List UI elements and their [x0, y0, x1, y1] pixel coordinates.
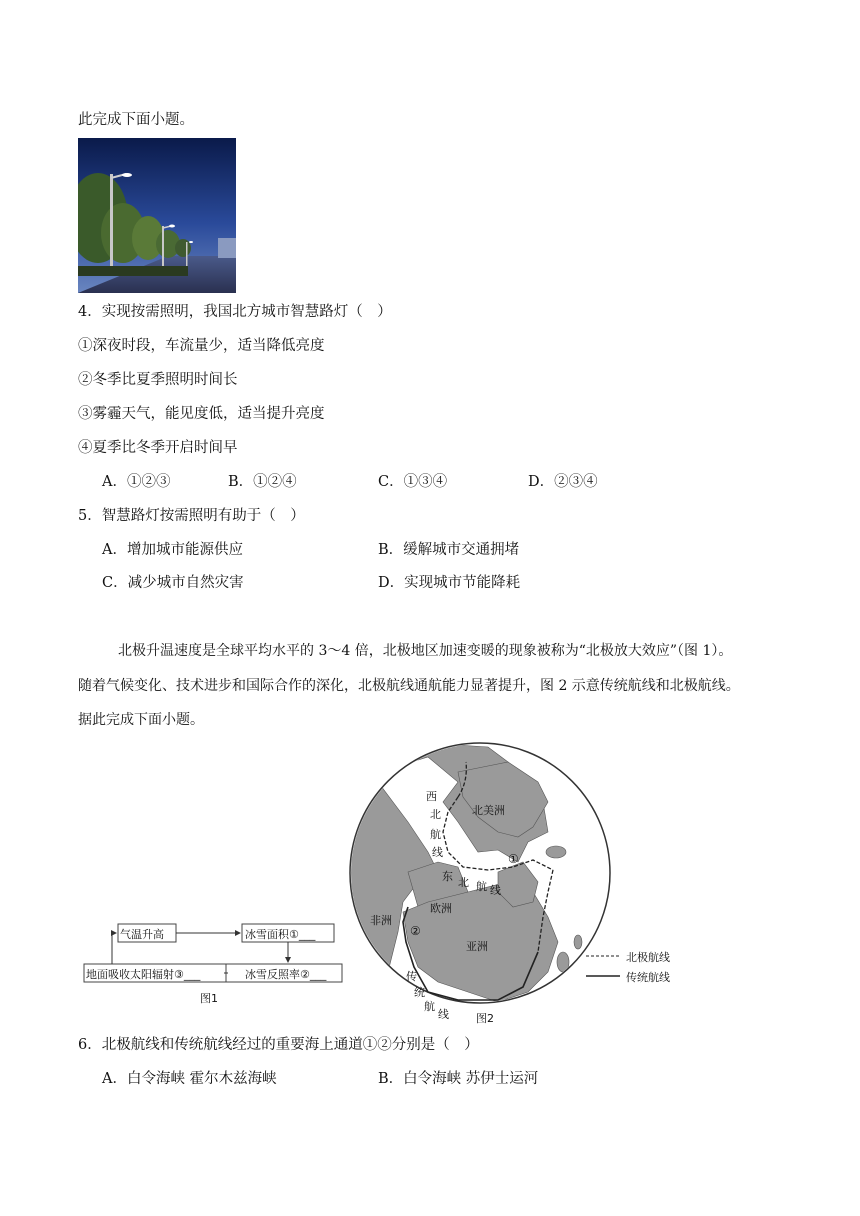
intro-tail: 此完成下面小题。 [78, 112, 194, 128]
q4-option-a[interactable]: A．①②③ [102, 474, 171, 490]
q4-item-1: ①深夜时段，车流量少，适当降低亮度 [78, 338, 325, 354]
fig1-box-4: 地面吸收太阳辐射③___ [86, 968, 201, 981]
passage-line-1: 北极升温速度是全球平均水平的 3～4 倍，北极地区加速变暖的现象被称为“北极放大效应”（图 1）。 [118, 643, 733, 659]
q4-option-d[interactable]: D．②③④ [528, 474, 598, 490]
q4-item-3: ③雾霾天气，能见度低，适当提升亮度 [78, 406, 325, 422]
fig2-ne-route-4: 线 [490, 884, 501, 897]
figure-1-feedback-diagram [82, 918, 352, 1010]
passage-line-3: 据此完成下面小题。 [78, 712, 204, 728]
q5-stem: 5．智慧路灯按需照明有助于（ ） [78, 508, 305, 524]
fig2-nw-route-4: 线 [432, 846, 443, 859]
fig2-ne-route-3: 航 [476, 880, 487, 893]
fig2-ne-route-1: 东 [442, 870, 453, 883]
q4-option-b[interactable]: B．①②④ [228, 474, 297, 490]
fig1-box-3: 冰雪反照率②___ [245, 968, 327, 981]
fig2-ne-route-2: 北 [458, 876, 469, 889]
fig2-label-asia: 亚洲 [466, 940, 488, 953]
q5-option-d[interactable]: D．实现城市节能降耗 [378, 575, 521, 591]
fig2-marker-1: ① [508, 852, 519, 866]
fig2-legend-traditional: 传统航线 [626, 971, 670, 984]
fig2-nw-route-2: 北 [430, 808, 441, 821]
fig2-nw-route-1: 西 [426, 790, 437, 803]
fig2-caption: 图2 [476, 1012, 494, 1025]
fig1-box-2: 冰雪面积①___ [245, 928, 316, 941]
figure-2-arctic-route-map [348, 742, 688, 1027]
q4-stem: 4．实现按需照明，我国北方城市智慧路灯（ ） [78, 304, 392, 320]
q5-option-a[interactable]: A．增加城市能源供应 [102, 542, 243, 558]
q5-option-b[interactable]: B．缓解城市交通拥堵 [378, 542, 520, 558]
fig2-trad-route-2: 统 [414, 986, 425, 999]
fig2-trad-route-3: 航 [424, 1000, 435, 1013]
q6-stem: 6．北极航线和传统航线经过的重要海上通道①②分别是（ ） [78, 1037, 479, 1053]
q4-option-c[interactable]: C．①③④ [378, 474, 448, 490]
fig2-trad-route-1: 传 [406, 970, 417, 983]
fig2-label-europe: 欧洲 [430, 902, 452, 915]
fig2-label-africa: 非洲 [370, 914, 392, 927]
q4-item-2: ②冬季比夏季照明时间长 [78, 372, 238, 388]
q6-option-b[interactable]: B．白令海峡 苏伊士运河 [378, 1071, 539, 1087]
fig2-trad-route-4: 线 [438, 1008, 449, 1021]
q6-option-a[interactable]: A．白令海峡 霍尔木兹海峡 [102, 1071, 277, 1087]
fig1-box-1: 气温升高 [120, 928, 164, 941]
fig2-marker-2: ② [410, 924, 421, 938]
fig1-caption: 图1 [200, 992, 218, 1005]
q5-option-c[interactable]: C．减少城市自然灾害 [102, 575, 244, 591]
fig2-nw-route-3: 航 [430, 828, 441, 841]
q4-item-4: ④夏季比冬季开启时间早 [78, 440, 238, 456]
passage-line-2: 随着气候变化、技术进步和国际合作的深化，北极航线通航能力显著提升，图 2 示意传统航线和北极航线。 [78, 678, 740, 694]
fig2-label-north-america: 北美洲 [472, 804, 505, 817]
smart-streetlight-photo [78, 138, 236, 293]
fig2-legend-arctic: 北极航线 [626, 951, 670, 964]
